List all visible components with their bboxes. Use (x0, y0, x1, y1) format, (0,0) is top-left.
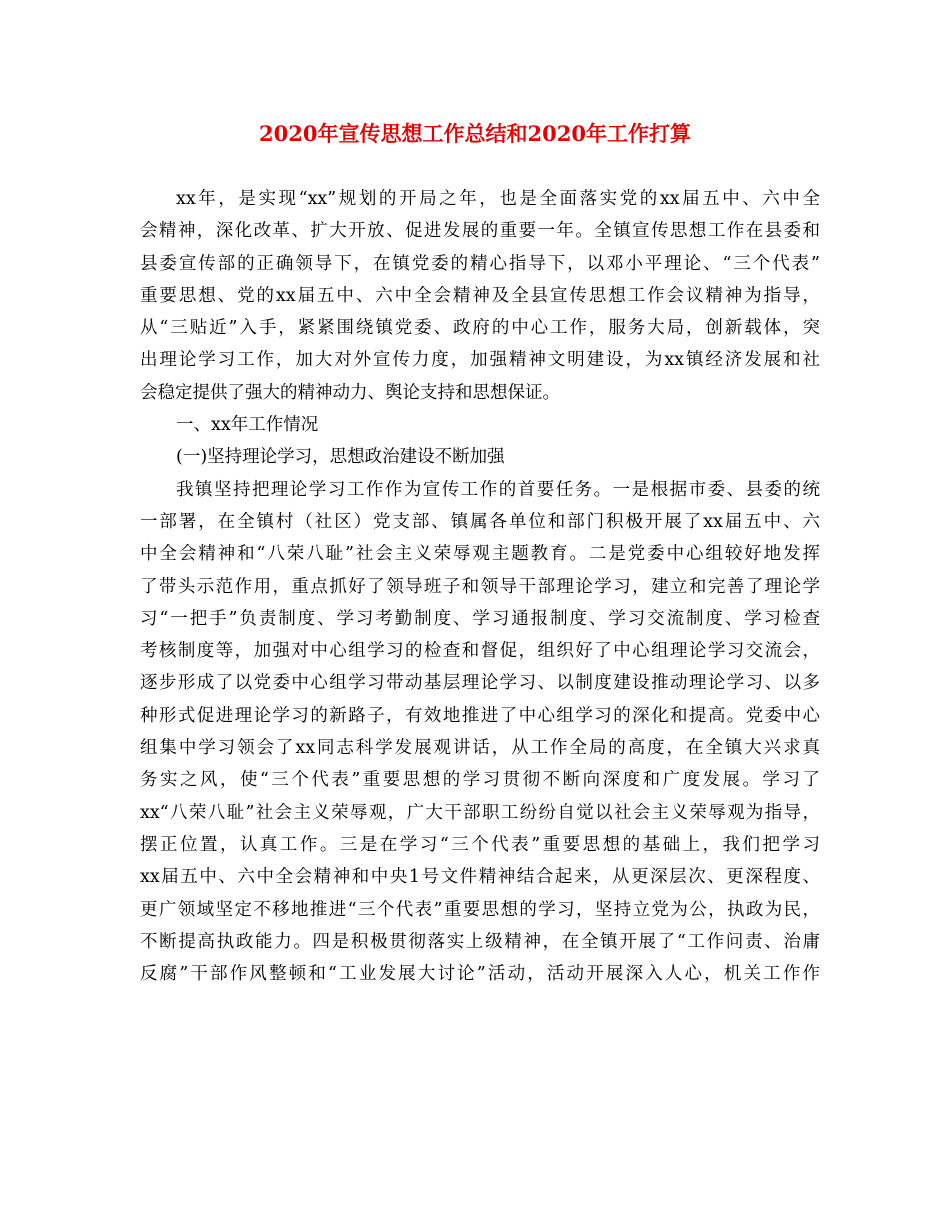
paragraph-line: 会稳定提供了强大的精神动力、舆论支持和思想保证。 (140, 382, 560, 403)
paragraph-line: 一部署，在全镇村（社区）党支部、镇属各单位和部门积极开展了xx届五中、六 (140, 511, 820, 532)
paragraph-line: 了带头示范作用，重点抓好了领导班子和领导干部理论学习，建立和完善了理论学 (140, 576, 820, 597)
paragraph-line: 中全会精神和“八荣八耻”社会主义荣辱观主题教育。二是党委中心组较好地发挥 (140, 544, 820, 565)
paragraph-line: 不断提高执政能力。四是积极贯彻落实上级精神，在全镇开展了“工作问责、治庸 (140, 931, 820, 952)
paragraph-line: 会精神，深化改革、扩大开放、促进发展的重要一年。全镇宣传思想工作在县委和 (140, 221, 820, 242)
paragraph-line: xx届五中、六中全会精神和中央1号文件精神结合起来，从更深层次、更深程度、 (140, 867, 820, 888)
paragraph-line: 组集中学习领会了xx同志科学发展观讲话，从工作全局的高度，在全镇大兴求真 (140, 738, 820, 759)
paragraph-line: 出理论学习工作，加大对外宣传力度，加强精神文明建设，为xx镇经济发展和社 (140, 350, 820, 371)
document-body (140, 183, 820, 990)
paragraph-line: 摆正位置，认真工作。三是在学习“三个代表”重要思想的基础上，我们把学习 (140, 834, 820, 855)
paragraph-line: xx“八荣八耻”社会主义荣辱观，广大干部职工纷纷自觉以社会主义荣辱观为指导， (140, 802, 820, 823)
paragraph-line: 县委宣传部的正确领导下，在镇党委的精心指导下，以邓小平理论、“三个代表” (140, 253, 820, 274)
subsection-heading: (一)坚持理论学习，思想政治建设不断加强 (176, 447, 505, 468)
paragraph-line: 考核制度等，加强对中心组学习的检查和督促，组织好了中心组理论学习交流会， (140, 641, 820, 662)
document-title: 2020年宣传思想工作总结和2020年工作打算 (259, 121, 691, 146)
paragraph-line: 逐步形成了以党委中心组学习带动基层理论学习、以制度建设推动理论学习、以多 (140, 673, 820, 694)
paragraph-line: 我镇坚持把理论学习工作作为宣传工作的首要任务。一是根据市委、县委的统 (176, 479, 820, 500)
paragraph-line: 反腐”干部作风整顿和“工业发展大讨论”活动，活动开展深入人心，机关工作作 (140, 964, 820, 985)
paragraph-line: 习“一把手”负责制度、学习考勤制度、学习通报制度、学习交流制度、学习检查 (140, 608, 820, 629)
paragraph-line: xx年，是实现“xx”规划的开局之年，也是全面落实党的xx届五中、六中全 (176, 189, 820, 209)
paragraph-line: 种形式促进理论学习的新路子，有效地推进了中心组学习的深化和提高。党委中心 (140, 705, 820, 726)
section-heading: 一、xx年工作情况 (176, 415, 319, 436)
paragraph-line: 务实之风，使“三个代表”重要思想的学习贯彻不断向深度和广度发展。学习了 (140, 770, 820, 791)
paragraph-line: 从“三贴近”入手，紧紧围绕镇党委、政府的中心工作，服务大局，创新载体，突 (140, 318, 820, 339)
paragraph-line: 重要思想、党的xx届五中、六中全会精神及全县宣传思想工作会议精神为指导， (140, 285, 820, 306)
paragraph-line: 更广领域坚定不移地推进“三个代表”重要思想的学习，坚持立党为公，执政为民， (140, 899, 820, 920)
